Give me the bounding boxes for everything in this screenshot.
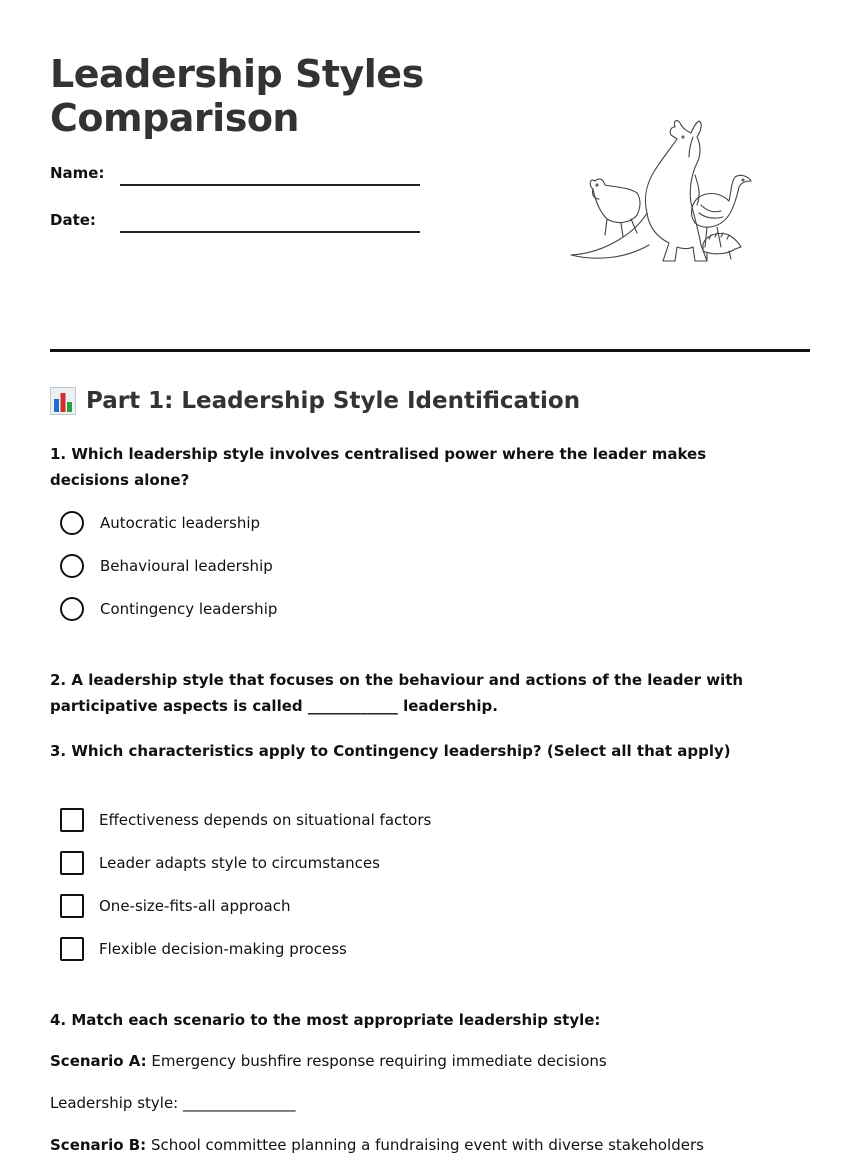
radio-button[interactable] bbox=[60, 597, 84, 621]
scenario-a-label: Scenario A: bbox=[50, 1052, 147, 1070]
scenario-a-text: Emergency bushfire response requiring immediate decisions bbox=[146, 1052, 607, 1070]
option-label: Contingency leadership bbox=[100, 600, 278, 618]
header-divider bbox=[50, 349, 810, 352]
name-field[interactable] bbox=[50, 164, 430, 188]
bar-chart-icon bbox=[50, 387, 76, 415]
date-label: Date: bbox=[50, 211, 96, 229]
date-field[interactable] bbox=[50, 211, 430, 235]
q3-option-2[interactable] bbox=[60, 850, 380, 876]
scenario-b-label: Scenario B: bbox=[50, 1136, 147, 1154]
q1-option-2[interactable] bbox=[60, 553, 273, 579]
scenario-a bbox=[50, 1050, 607, 1072]
scenario-b-text: School committee planning a fundraising event with diverse stakeholders bbox=[146, 1136, 704, 1154]
option-label: Leader adapts style to circumstances bbox=[99, 854, 380, 872]
radio-button[interactable] bbox=[60, 511, 84, 535]
worksheet-title: Leadership Styles Comparison bbox=[50, 52, 424, 140]
q1-option-1[interactable] bbox=[60, 510, 260, 536]
section-title-text: Part 1: Leadership Style Identification bbox=[86, 388, 581, 414]
option-label: Autocratic leadership bbox=[100, 514, 261, 532]
option-label: Effectiveness depends on situational factors bbox=[99, 811, 432, 829]
q3-option-4[interactable] bbox=[60, 936, 347, 962]
leadership-style-answer-line[interactable]: Leadership style: _______________ bbox=[50, 1094, 296, 1112]
q3-option-1[interactable] bbox=[60, 807, 431, 833]
checkbox[interactable] bbox=[60, 851, 84, 875]
q1-option-3[interactable] bbox=[60, 596, 277, 622]
checkbox[interactable] bbox=[60, 808, 84, 832]
question-4: 4. Match each scenario to the most appropriate leadership style: bbox=[50, 1011, 601, 1029]
name-label: Name: bbox=[50, 164, 105, 182]
question-3: 3. Which characteristics apply to Contingency leadership? (Select all that apply) bbox=[50, 742, 731, 760]
question-1: 1. Which leadership style involves centralised power where the leader makes decisions alone? bbox=[50, 445, 707, 489]
option-label: Behavioural leadership bbox=[100, 557, 273, 575]
australian-animals-illustration bbox=[565, 115, 755, 267]
checkbox[interactable] bbox=[60, 894, 84, 918]
option-label: One-size-fits-all approach bbox=[99, 897, 291, 915]
checkbox[interactable] bbox=[60, 937, 84, 961]
question-2: 2. A leadership style that focuses on the behaviour and actions of the leader with participative aspects is called ____________ leadership. bbox=[50, 671, 744, 715]
option-label: Flexible decision-making process bbox=[99, 940, 347, 958]
section-title bbox=[50, 387, 580, 415]
name-line[interactable] bbox=[120, 184, 420, 186]
scenario-b bbox=[50, 1134, 704, 1156]
radio-button[interactable] bbox=[60, 554, 84, 578]
q3-option-3[interactable] bbox=[60, 893, 291, 919]
date-line[interactable] bbox=[120, 231, 420, 233]
